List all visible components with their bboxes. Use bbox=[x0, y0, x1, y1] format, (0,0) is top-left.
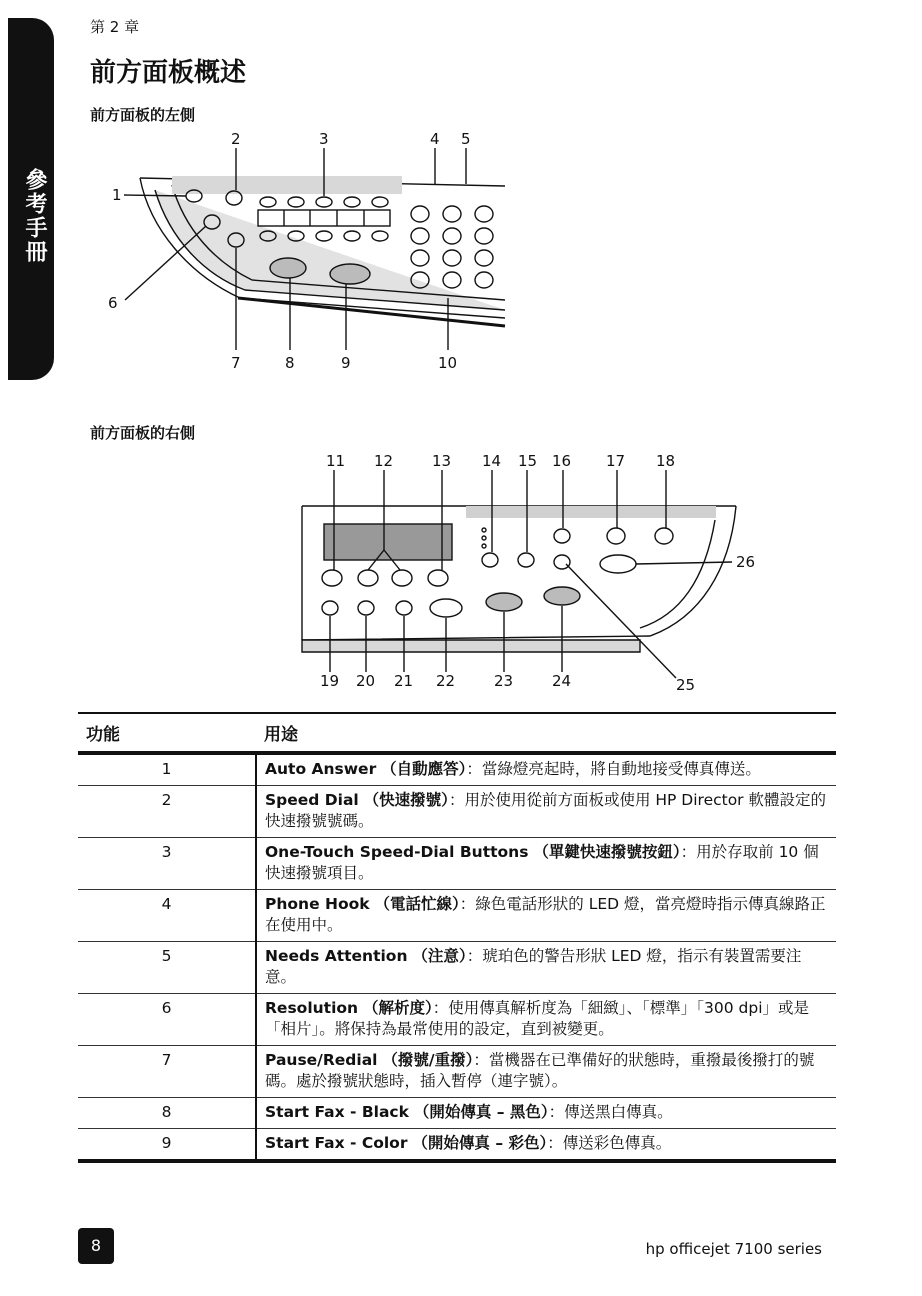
callout-5: 5 bbox=[461, 130, 471, 148]
function-name: Speed Dial bbox=[265, 791, 359, 809]
header-function: 功能 bbox=[78, 713, 256, 753]
callout-15: 15 bbox=[518, 452, 538, 470]
function-desc: ：用於使用從前方面板或使用 HP Director 軟體設定的快速撥號號碼。 bbox=[265, 791, 826, 830]
row-number: 9 bbox=[78, 1129, 256, 1162]
row-description bbox=[256, 838, 836, 890]
function-desc: ：琥珀色的警告形狀 LED 燈，指示有裝置需要注意。 bbox=[265, 947, 802, 986]
table-row bbox=[78, 753, 836, 786]
function-name: Auto Answer bbox=[265, 760, 377, 778]
callout-26: 26 bbox=[736, 553, 756, 571]
function-name: Phone Hook bbox=[265, 895, 370, 913]
row-description bbox=[256, 890, 836, 942]
callout-8: 8 bbox=[285, 354, 295, 372]
function-desc: ：傳送黑白傳真。 bbox=[548, 1103, 673, 1121]
left-panel-diagram bbox=[0, 0, 922, 380]
function-name-zh: （開始傳真 – 彩色） bbox=[412, 1134, 548, 1152]
function-name: Start Fax - Black bbox=[265, 1103, 409, 1121]
right-panel-diagram bbox=[0, 440, 922, 710]
row-description bbox=[256, 994, 836, 1046]
function-name-zh: （快速撥號） bbox=[363, 791, 449, 809]
row-description bbox=[256, 1046, 836, 1098]
callout-11: 11 bbox=[326, 452, 346, 470]
callout-14: 14 bbox=[482, 452, 502, 470]
function-name: Pause/Redial bbox=[265, 1051, 378, 1069]
row-description bbox=[256, 786, 836, 838]
row-description bbox=[256, 753, 836, 786]
header-use: 用途 bbox=[256, 713, 836, 753]
function-name-zh: （電話忙線） bbox=[374, 895, 460, 913]
function-name-zh: （撥號/重撥） bbox=[382, 1051, 474, 1069]
callout-20: 20 bbox=[356, 672, 376, 690]
callout-2: 2 bbox=[231, 130, 241, 148]
function-desc: ：綠色電話形狀的 LED 燈，當亮燈時指示傳真線路正在使用中。 bbox=[265, 895, 826, 934]
callout-18: 18 bbox=[656, 452, 676, 470]
table-row bbox=[78, 1098, 836, 1129]
row-number: 3 bbox=[78, 838, 256, 890]
callout-13: 13 bbox=[432, 452, 452, 470]
function-table bbox=[78, 712, 836, 1163]
callout-9: 9 bbox=[341, 354, 351, 372]
callout-12: 12 bbox=[374, 452, 394, 470]
callout-3: 3 bbox=[319, 130, 329, 148]
table-row bbox=[78, 838, 836, 890]
table-row bbox=[78, 942, 836, 994]
table-row bbox=[78, 890, 836, 942]
row-description bbox=[256, 1129, 836, 1162]
callout-19: 19 bbox=[320, 672, 340, 690]
table-row bbox=[78, 786, 836, 838]
page-title: 前方面板概述 bbox=[90, 58, 247, 88]
callout-21: 21 bbox=[394, 672, 414, 690]
function-name: Resolution bbox=[265, 999, 359, 1017]
row-number: 8 bbox=[78, 1098, 256, 1129]
callout-6: 6 bbox=[108, 294, 118, 312]
row-number: 4 bbox=[78, 890, 256, 942]
table-row bbox=[78, 994, 836, 1046]
function-name: One-Touch Speed-Dial Buttons bbox=[265, 843, 529, 861]
function-name: Needs Attention bbox=[265, 947, 408, 965]
function-desc: ：使用傳真解析度為「細緻」、「標準」「300 dpi」或是「相片」。將保持為最常使用的設定，直到被變更。 bbox=[265, 999, 810, 1038]
callout-22: 22 bbox=[436, 672, 456, 690]
side-tab-label: 參考手冊 bbox=[22, 168, 47, 264]
function-name: Start Fax - Color bbox=[265, 1134, 408, 1152]
callout-25: 25 bbox=[676, 676, 696, 694]
function-name-zh: （注意） bbox=[412, 947, 467, 965]
function-name-zh: （單鍵快速撥號按鈕） bbox=[533, 843, 681, 861]
callout-4: 4 bbox=[430, 130, 440, 148]
section-heading-left: 前方面板的左側 bbox=[90, 106, 196, 124]
function-name-zh: （自動應答） bbox=[381, 760, 467, 778]
row-number: 5 bbox=[78, 942, 256, 994]
table-row bbox=[78, 1129, 836, 1162]
function-name-zh: （解析度） bbox=[363, 999, 433, 1017]
callout-23: 23 bbox=[494, 672, 514, 690]
callout-24: 24 bbox=[552, 672, 572, 690]
function-desc: ：當機器在已準備好的狀態時，重撥最後撥打的號碼。處於撥號狀態時，插入暫停（連字號）。 bbox=[265, 1051, 815, 1090]
callout-7: 7 bbox=[231, 354, 241, 372]
row-number: 1 bbox=[78, 753, 256, 786]
row-number: 7 bbox=[78, 1046, 256, 1098]
callout-16: 16 bbox=[552, 452, 572, 470]
row-number: 2 bbox=[78, 786, 256, 838]
row-description bbox=[256, 942, 836, 994]
callout-1: 1 bbox=[112, 186, 122, 204]
table-row bbox=[78, 1046, 836, 1098]
callout-17: 17 bbox=[606, 452, 626, 470]
function-name-zh: （開始傳真 – 黑色） bbox=[413, 1103, 549, 1121]
function-desc: ：傳送彩色傳真。 bbox=[547, 1134, 672, 1152]
row-number: 6 bbox=[78, 994, 256, 1046]
section-heading-right: 前方面板的右側 bbox=[90, 424, 196, 442]
page-number: 8 bbox=[78, 1228, 114, 1264]
function-desc: ：用於存取前 10 個快速撥號項目。 bbox=[265, 843, 819, 882]
chapter-label: 第 2 章 bbox=[90, 18, 140, 36]
footer-product: hp officejet 7100 series bbox=[645, 1240, 822, 1258]
callout-10: 10 bbox=[438, 354, 458, 372]
function-desc: ：當綠燈亮起時，將自動地接受傳真傳送。 bbox=[466, 760, 761, 778]
row-description bbox=[256, 1098, 836, 1129]
